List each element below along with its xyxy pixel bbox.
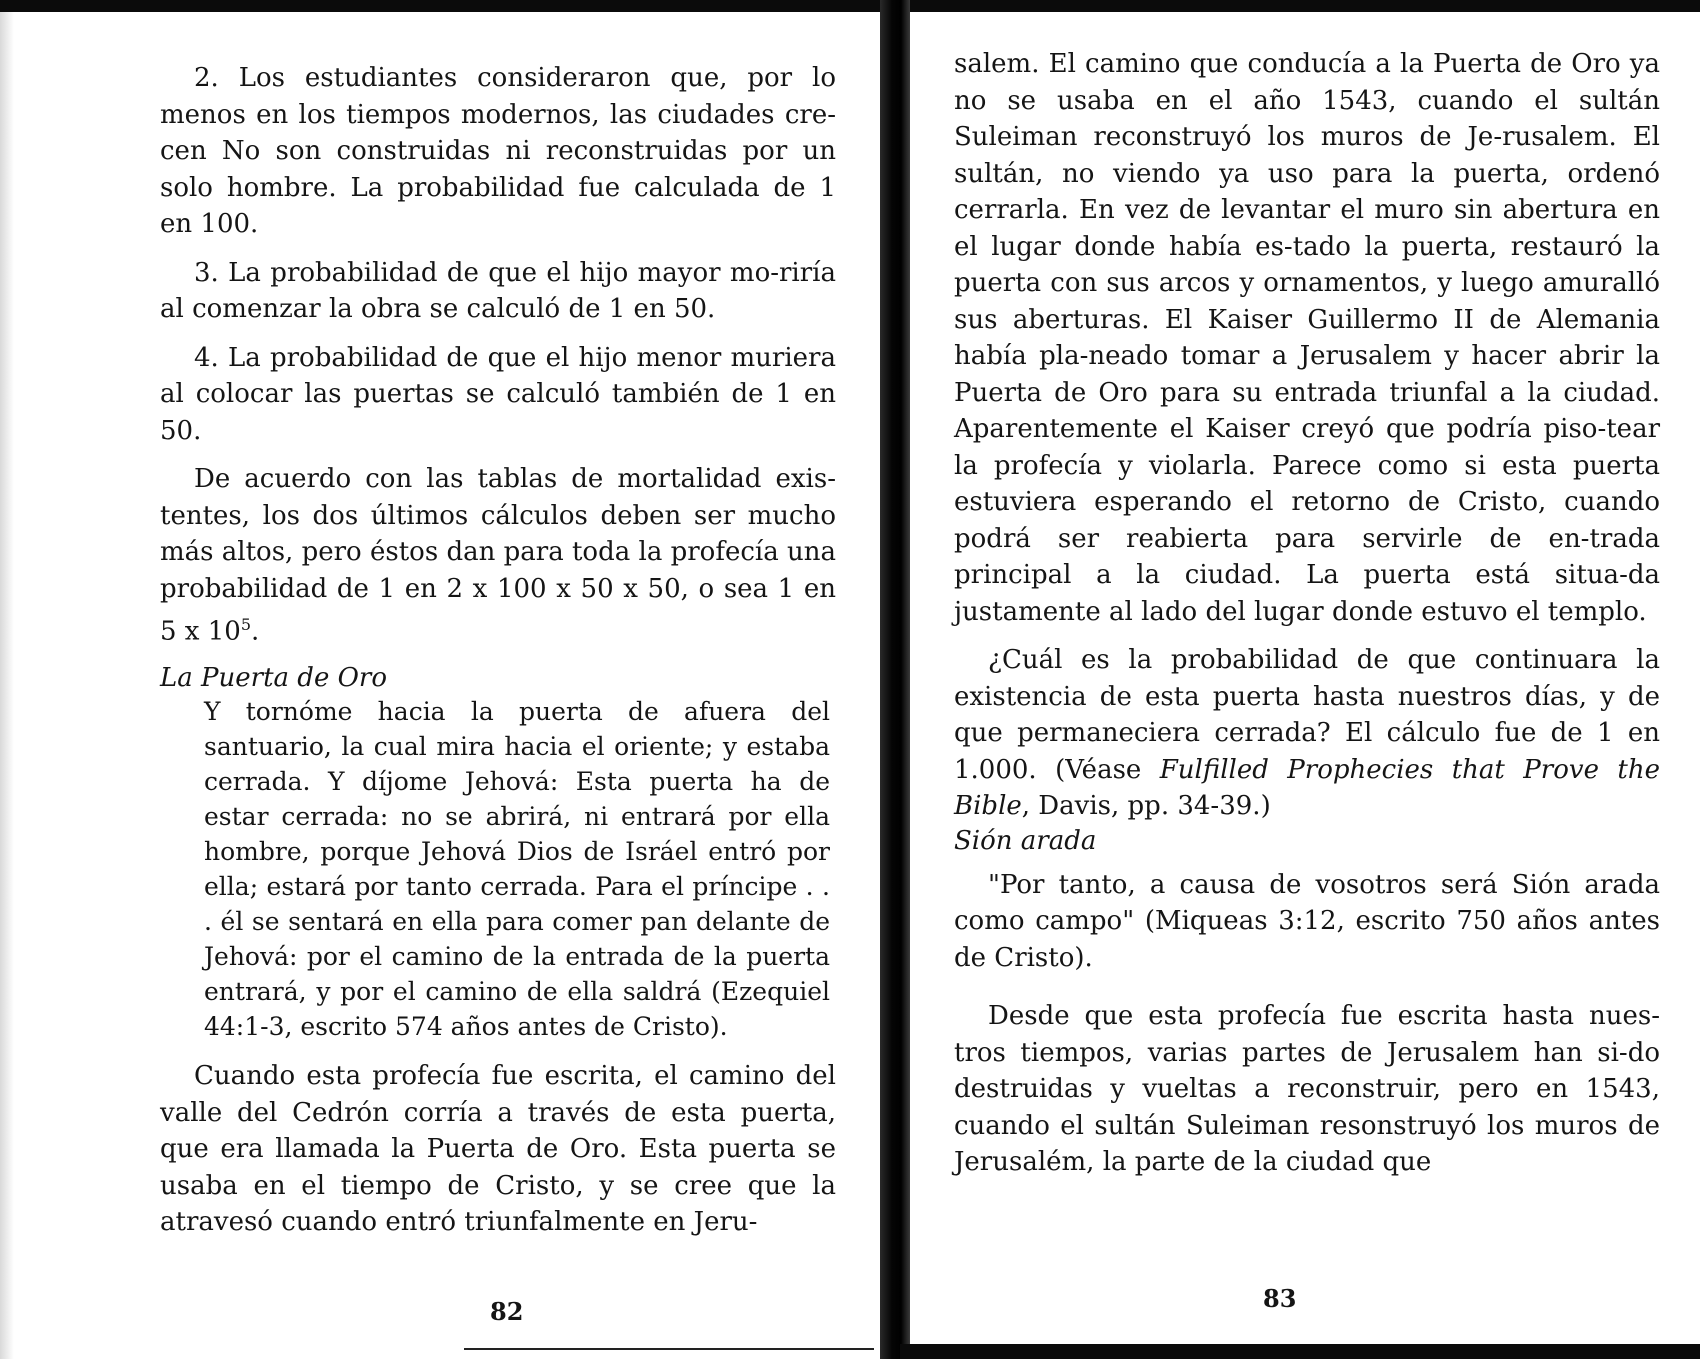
scripture-quote-ezequiel: Y tornóme hacia la puerta de afuera del santuario, la cual mira hacia el oriente; y estaba cerrada. Y díjome Jehová: Esta puerta ha de estar cerrada: no se abrirá, ni entrará por ella hombre, porque Jehová Dios de Isráel entró por ella; estará por tanto cerrada. Para el príncipe . . . él se sentará en ella para comer pan delante de Jehová: por el camino de la entrada de la puerta entrará, y por el camino de ella saldrá (Ezequiel 44:1-3, escrito 574 años antes de Cristo).: [204, 697, 830, 1042]
paragraph-item-2: 2. Los estudiantes consideraron que, por lo menos en los tiempos modernos, las ciudades cre-cen No son construidas ni reconstruidas por un solo hombre. La probabilidad fue calculada de 1 en 100.: [160, 63, 836, 239]
paragraph-probabilidad: [954, 642, 1660, 825]
probability-text: ¿Cuál es la probabilidad de que continuara la existencia de esta puerta hasta nuestros días, y de que permaneciera cerrada? El cálculo fue de 1 en 1.000. (Véase: [954, 645, 1660, 785]
scan-left-edge: [0, 12, 14, 1359]
book-spine-gutter: [880, 0, 910, 1359]
book-title-citation: Fulfilled Prophecies that Prove the Bible: [954, 754, 1660, 821]
paragraph-mortality: [160, 461, 836, 650]
right-text-column: [954, 46, 1660, 1193]
citation-end: , Davis, pp. 34-39.): [1021, 791, 1271, 821]
paragraph-desde: Desde que esta profecía fue escrita hasta nues-tros tiempos, varias partes de Jerusalem han si-do destruidas y vueltas a reconstruir, pero en 1543, cuando el sultán Suleiman resonstruyó los muros de Jerusalém, la parte de la ciudad que: [954, 1001, 1660, 1177]
scripture-quote-miqueas: "Por tanto, a causa de vosotros será Sión arada como campo" (Miqueas 3:12, escrito 750 años antes de Cristo).: [954, 869, 1660, 973]
paragraph-cedron: Cuando esta profecía fue escrita, el camino del valle del Cedrón corría a través de esta puerta, que era llamada la Puerta de Oro. Esta puerta se usaba en el tiempo de Cristo, y se cree que la atravesó cuando entró triunfalmente en Jeru-: [160, 1061, 836, 1238]
page-bottom-edge: [464, 1348, 874, 1350]
page-number-left: 82: [490, 1297, 524, 1326]
mortality-end: .: [251, 616, 260, 647]
right-page: [910, 0, 1700, 1340]
page-number-right: 83: [1263, 1284, 1297, 1313]
section-heading-sion-arada: Sión arada: [954, 825, 1097, 856]
paragraph-item-3: 3. La probabilidad de que el hijo mayor mo-riría al comenzar la obra se calculó de 1 en 50.: [160, 257, 836, 324]
paragraph-item-4: 4. La probabilidad de que el hijo menor muriera al colocar las puertas se calculó también de 1 en 50.: [160, 342, 836, 446]
exponent: 5: [240, 615, 252, 634]
section-heading-puerta-de-oro: La Puerta de Oro: [160, 663, 387, 694]
scan-bottom-edge: [900, 1344, 1700, 1359]
left-text-column: [160, 60, 836, 1253]
left-page: [14, 0, 880, 1340]
mortality-text: De acuerdo con las tablas de mortalidad exis-tentes, los dos últimos cálculos deben ser mucho más altos, pero éstos dan para toda la profecía una probabilidad de 1 en 2 x 100 x 50 x 50, o sea 1 en 5 x 10: [160, 464, 836, 647]
paragraph-salem: salem. El camino que conducía a la Puerta de Oro ya no se usaba en el año 1543, cuando el sultán Suleiman reconstruyó los muros de Je-rusalem. El sultán, no viendo ya uso para la puerta, ordenó cerrarla. En vez de levantar el muro sin abertura en el lugar donde había es-tado la puerta, restauró la puerta con sus arcos y ornamentos, y luego amuralló sus aberturas. El Kaiser Guillermo II de Alemania había pla-neado tomar a Jerusalem y hacer abrir la Puerta de Oro para su entrada triunfal a la ciudad. Aparentemente el Kaiser creyó que podría piso-tear la profecía y violarla. Parece como si esta puerta estuviera esperando el retorno de Cristo, cuando podrá ser reabierta para servirle de en-trada principal a la ciudad. La puerta está situa-da justamente al lado del lugar donde estuvo el templo.: [954, 49, 1660, 627]
